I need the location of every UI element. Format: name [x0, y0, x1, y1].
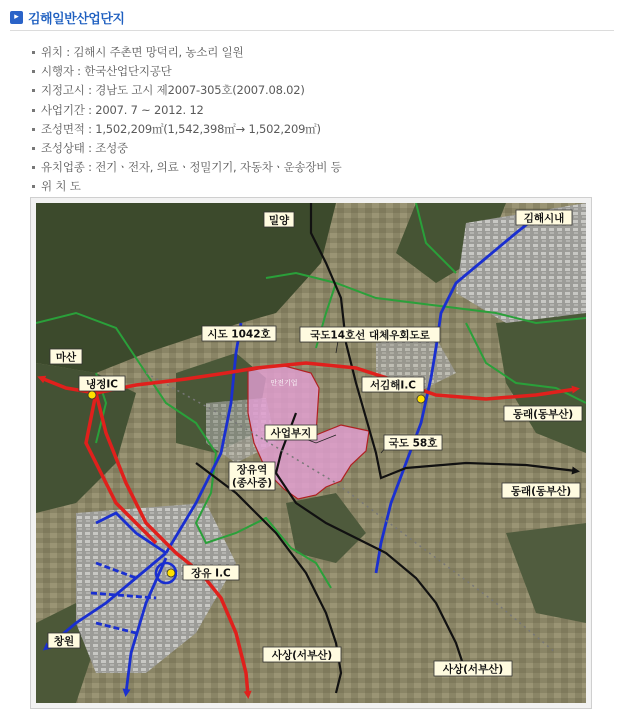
bullet-icon [32, 128, 35, 131]
info-item: 유치업종 : 전기ㆍ전자, 의료ㆍ정밀기기, 자동차ㆍ운송장비 등 [32, 158, 342, 177]
svg-text:시도 1042호: 시도 1042호 [207, 328, 271, 341]
info-item: 조성상태 : 조성중 [32, 139, 342, 158]
svg-text:밀양: 밀양 [268, 214, 290, 227]
info-list [32, 43, 342, 197]
info-item: 위 치 도 [32, 177, 342, 196]
label-jangyu-station [229, 462, 275, 490]
label-jangyu-ic [183, 565, 239, 580]
label-seogimhae-ic [362, 377, 424, 392]
label-naengjeong-ic [79, 376, 125, 391]
label-gukdo-58 [384, 435, 442, 450]
location-map-frame [30, 197, 592, 709]
info-item: 지정고시 : 경남도 고시 제2007-305호(2007.08.02) [32, 81, 342, 100]
bullet-icon [32, 185, 35, 188]
bullet-icon [32, 147, 35, 150]
svg-text:국도14호선 대체우회도로: 국도14호선 대체우회도로 [310, 329, 430, 342]
svg-text:동래(동부산): 동래(동부산) [510, 485, 572, 498]
bullet-icon [32, 109, 35, 112]
info-item: 조성면적 : 1,502,209㎡(1,542,398㎡→ 1,502,209㎡) [32, 120, 342, 139]
jangyu-ic-marker [167, 569, 175, 577]
svg-text:사업부지: 사업부지 [270, 427, 312, 440]
label-saeop-buji [265, 425, 317, 440]
label-gukdo-14 [300, 327, 440, 342]
bullet-icon [32, 89, 35, 92]
label-sasang-1 [263, 647, 341, 662]
map-svg [36, 203, 586, 703]
label-changwon [48, 633, 80, 648]
title-divider [10, 30, 614, 31]
label-dongnae-1 [504, 406, 582, 421]
svg-text:사상(서부산): 사상(서부산) [271, 649, 333, 662]
label-dongnae-2 [502, 483, 580, 498]
page-title [10, 8, 124, 26]
bullet-icon [32, 51, 35, 54]
seogimhae-ic-marker [417, 395, 425, 403]
svg-text:국도 58호: 국도 58호 [388, 437, 438, 450]
svg-text:사상(서부산): 사상(서부산) [442, 663, 504, 676]
svg-text:마산: 마산 [55, 351, 77, 364]
svg-text:장유 I.C: 장유 I.C [191, 567, 231, 580]
svg-text:(종사중): (종사중) [231, 477, 273, 489]
svg-text:김해시내: 김해시내 [523, 212, 565, 225]
label-sasang-2 [434, 661, 512, 676]
label-site-small: 안전기업 [270, 379, 298, 387]
naengjeong-ic-marker [88, 391, 96, 399]
info-item: 위치 : 김해시 주촌면 망덕리, 농소리 일원 [32, 43, 342, 62]
label-gimhae-city [516, 210, 572, 225]
svg-text:냉정IC: 냉정IC [86, 378, 118, 391]
svg-text:동래(동부산): 동래(동부산) [512, 408, 574, 421]
bullet-icon [32, 166, 35, 169]
label-masan [50, 349, 82, 364]
label-sido-1042 [202, 326, 276, 341]
location-map [36, 203, 586, 703]
chevron-right-icon: ▸ [10, 11, 23, 24]
svg-text:장유역: 장유역 [236, 464, 268, 476]
info-item: 시행자 : 한국산업단지공단 [32, 62, 342, 81]
label-miryang [264, 212, 294, 227]
svg-text:서김해I.C: 서김해I.C [369, 379, 417, 392]
info-item: 사업기간 : 2007. 7 ~ 2012. 12 [32, 101, 342, 120]
bullet-icon [32, 70, 35, 73]
page-title-text: 김해일반산업단지 [28, 11, 125, 27]
svg-text:창원: 창원 [53, 635, 75, 648]
